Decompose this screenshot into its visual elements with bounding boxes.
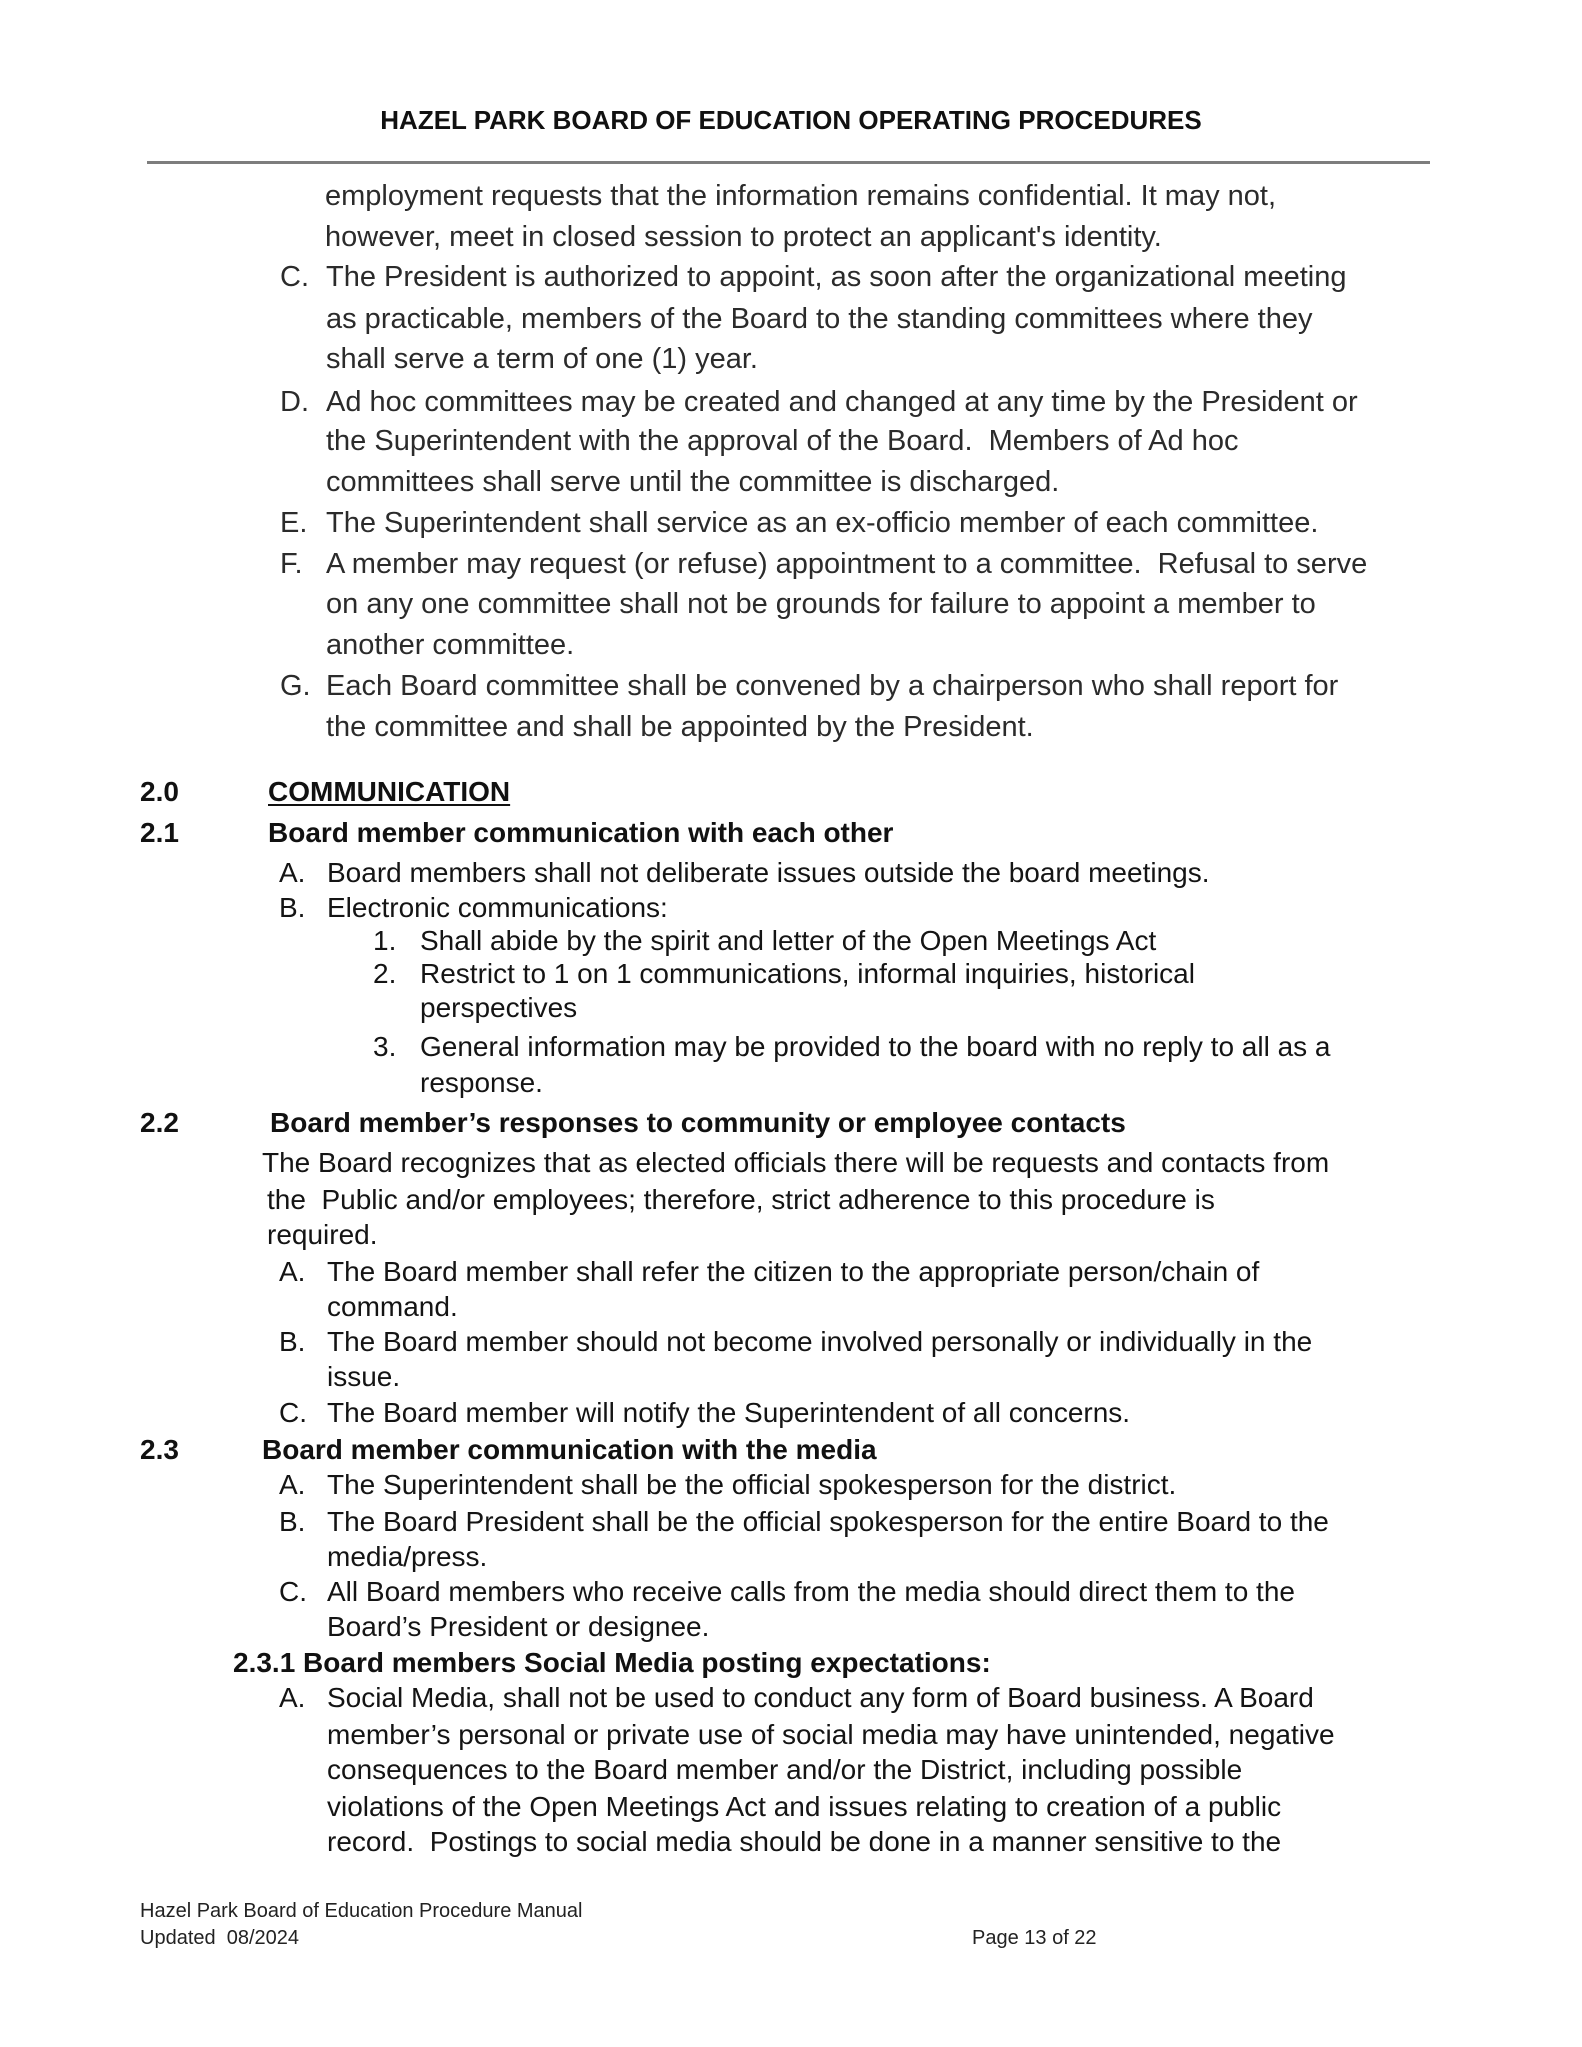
list-item-text: media/press. (327, 1541, 488, 1572)
list-item-label: E. (280, 507, 308, 539)
paragraph-line: the Public and/or employees; therefore, strict adherence to this procedure is (267, 1184, 1215, 1215)
list-item-text: Board’s President or designee. (327, 1611, 710, 1642)
section-number: 2.1 (140, 817, 179, 848)
list-item-label: B. (279, 892, 306, 923)
section-title: Board member’s responses to community or employee contacts (270, 1107, 1126, 1138)
sublist-item-label: 2. (373, 958, 397, 989)
list-item-text: member’s personal or private use of social media may have unintended, negative (327, 1719, 1335, 1750)
continued-text-line: employment requests that the information remains confidential. It may not, (325, 180, 1277, 212)
list-item-text: The Superintendent shall service as an ex-officio member of each committee. (326, 507, 1319, 539)
list-item-text: Electronic communications: (327, 892, 668, 923)
list-item-text: All Board members who receive calls from the media should direct them to the (327, 1576, 1295, 1607)
section-title: Board member communication with the media (262, 1434, 877, 1465)
list-item-label: F. (280, 548, 303, 580)
section-number: 2.2 (140, 1107, 179, 1138)
page-header-title: HAZEL PARK BOARD OF EDUCATION OPERATING PROCEDURES (380, 105, 1202, 135)
list-item-text: the committee and shall be appointed by the President. (326, 711, 1034, 743)
list-item-text: command. (327, 1291, 458, 1322)
sublist-item-text: General information may be provided to the board with no reply to all as a (420, 1031, 1331, 1062)
list-item-label: A. (279, 1469, 306, 1500)
list-item-text: The Board member should not become involved personally or individually in the (327, 1326, 1313, 1357)
list-item-text: issue. (327, 1361, 401, 1392)
list-item-label: C. (279, 1576, 307, 1607)
list-item-label: A. (279, 1682, 306, 1713)
continued-text-line: however, meet in closed session to protect an applicant's identity. (325, 221, 1162, 253)
list-item-text: as practicable, members of the Board to the standing committees where they (326, 303, 1313, 335)
list-item-text: A member may request (or refuse) appointment to a committee. Refusal to serve (326, 548, 1368, 580)
list-item-text: The Board member shall refer the citizen to the appropriate person/chain of (327, 1256, 1260, 1287)
list-item-label: C. (279, 1397, 307, 1428)
sublist-item-text: Shall abide by the spirit and letter of the Open Meetings Act (420, 925, 1157, 956)
section-number: 2.0 (140, 776, 179, 807)
list-item-text: The President is authorized to appoint, as soon after the organizational meeting (326, 261, 1347, 293)
sublist-item-text: perspectives (420, 992, 578, 1023)
list-item-text: Board members shall not deliberate issues outside the board meetings. (327, 857, 1210, 888)
list-item-text: The Board President shall be the official spokesperson for the entire Board to the (327, 1506, 1329, 1537)
list-item-label: B. (279, 1506, 306, 1537)
sublist-item-text: response. (420, 1067, 543, 1098)
list-item-label: A. (279, 857, 306, 888)
list-item-label: A. (279, 1256, 306, 1287)
list-item-label: C. (280, 261, 309, 293)
paragraph-line: required. (267, 1219, 378, 1250)
list-item-label: G. (280, 670, 311, 702)
list-item-text: another committee. (326, 629, 575, 661)
list-item-text: committees shall serve until the committee is discharged. (326, 466, 1060, 498)
list-item-text: consequences to the Board member and/or the District, including possible (327, 1754, 1243, 1785)
subsection-heading: 2.3.1 Board members Social Media posting expectations: (233, 1647, 991, 1678)
list-item-text: on any one committee shall not be grounds for failure to appoint a member to (326, 588, 1316, 620)
sublist-item-label: 1. (373, 925, 397, 956)
list-item-text: Each Board committee shall be convened by a chairperson who shall report for (326, 670, 1339, 702)
list-item-text: Social Media, shall not be used to conduct any form of Board business. A Board (327, 1682, 1314, 1713)
list-item-text: violations of the Open Meetings Act and issues relating to creation of a public (327, 1791, 1282, 1822)
section-title: Board member communication with each other (268, 817, 894, 848)
section-title: COMMUNICATION (268, 776, 511, 807)
list-item-text: the Superintendent with the approval of the Board. Members of Ad hoc (326, 425, 1239, 457)
list-item-text: The Superintendent shall be the official spokesperson for the district. (327, 1469, 1177, 1500)
footer-manual-title: Hazel Park Board of Education Procedure Manual (140, 1900, 583, 1922)
sublist-item-label: 3. (373, 1031, 397, 1062)
list-item-text: Ad hoc committees may be created and changed at any time by the President or (326, 386, 1358, 418)
list-item-label: D. (280, 386, 309, 418)
list-item-text: The Board member will notify the Superintendent of all concerns. (327, 1397, 1131, 1428)
list-item-label: B. (279, 1326, 306, 1357)
list-item-text: record. Postings to social media should be done in a manner sensitive to the (327, 1826, 1282, 1857)
sublist-item-text: Restrict to 1 on 1 communications, informal inquiries, historical (420, 958, 1195, 989)
footer-page-number: Page 13 of 22 (972, 1927, 1097, 1949)
footer-updated-date: Updated 08/2024 (140, 1927, 300, 1949)
section-number: 2.3 (140, 1434, 179, 1465)
header-divider (147, 161, 1430, 164)
paragraph-line: The Board recognizes that as elected officials there will be requests and contacts from (262, 1147, 1330, 1178)
list-item-text: shall serve a term of one (1) year. (326, 343, 758, 375)
